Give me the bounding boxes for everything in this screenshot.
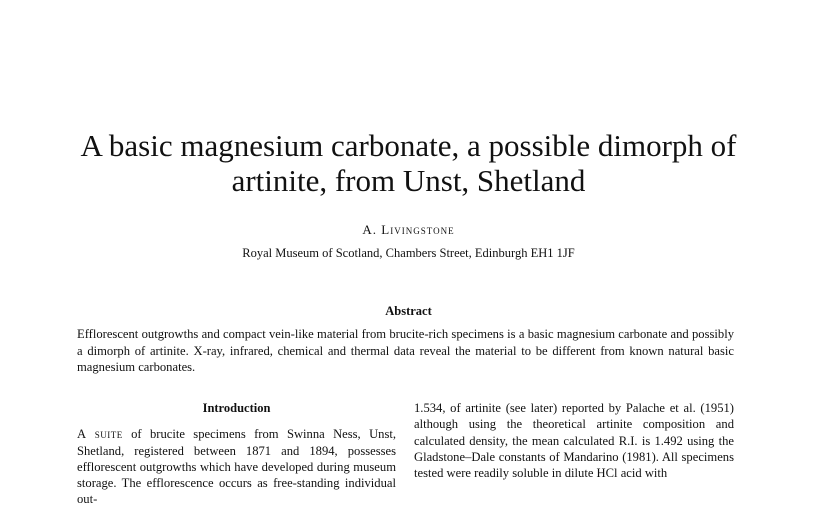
- intro-lead-words: A suite: [77, 427, 123, 442]
- intro-text: of brucite specimens from Swinna Ness, Unst, Shetland, registered between 1871 and 1894, possesses efflorescent outgrowths which have developed during museum storage. The efflorescence occurs as free-standing individual out-: [77, 427, 397, 507]
- author-affiliation: Royal Museum of Scotland, Chambers Street, Edinburgh EH1 1JF: [242, 246, 575, 260]
- abstract-heading: Abstract: [385, 304, 432, 318]
- introduction-paragraph: [77, 426, 396, 507]
- right-column-paragraph: 1.534, of artinite (see later) reported by Palache et al. (1951) although using the theoretical artinite composition and calculated density, the mean calculated R.I. is 1.492 using the Gladstone–Dale constants of Mandarino (1981). All specimens tested were readily soluble in dilute HCl acid with: [414, 401, 734, 481]
- author-name: A. Livingstone: [362, 222, 455, 237]
- introduction-heading: Introduction: [202, 401, 271, 415]
- abstract-text: Efflorescent outgrowths and compact vein-like material from brucite-rich specimens is a basic magnesium carbonate and possibly a dimorph of artinite. X-ray, infrared, chemical and thermal data reveal the material to be different from known natural basic magnesium carbonates.: [77, 327, 734, 374]
- paper-title: A basic magnesium carbonate, a possible dimorph of artinite, from Unst, Shetland: [80, 128, 737, 198]
- left-column: [77, 400, 396, 508]
- right-column: [414, 400, 734, 481]
